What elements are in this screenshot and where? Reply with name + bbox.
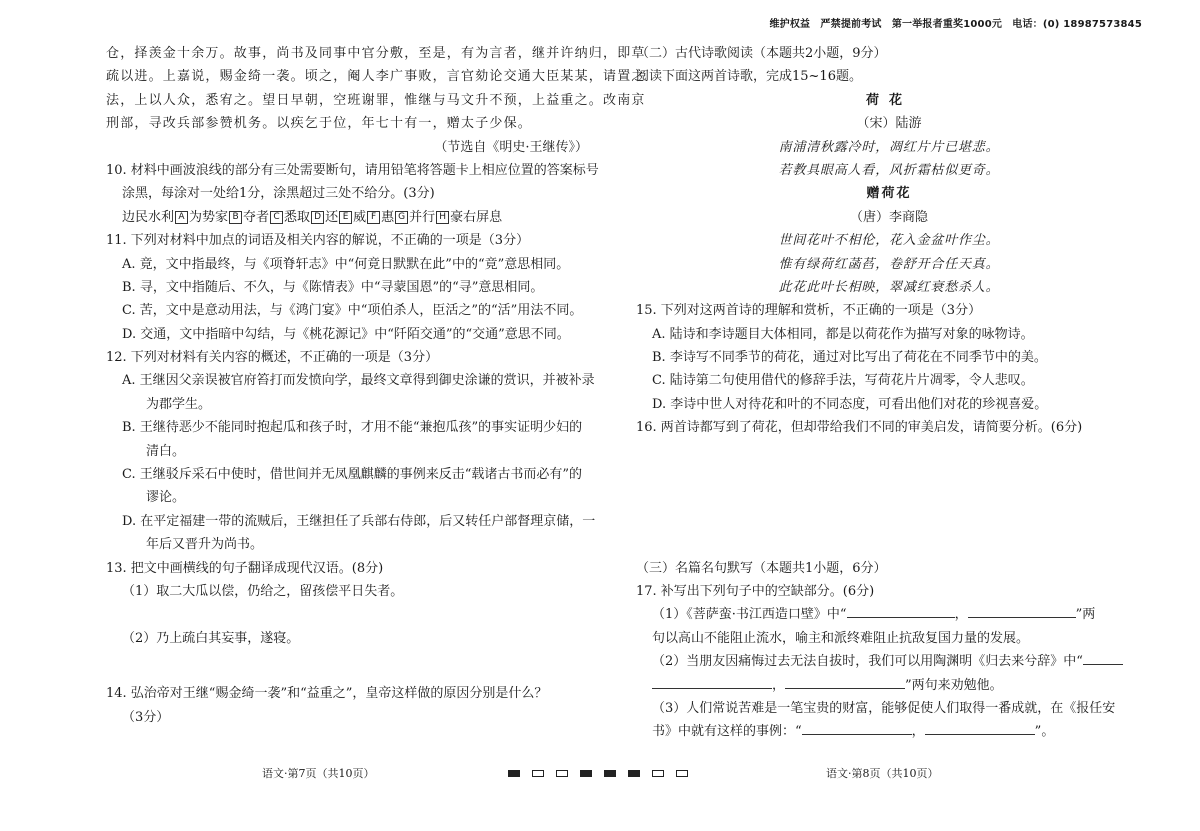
question-15-option-c: C. 陆诗第二句使用借代的修辞手法，写荷花片片凋零，令人悲叹。	[652, 373, 1034, 389]
question-13-stem: 13. 把文中画横线的句子翻译成现代汉语。(8分)	[106, 560, 384, 576]
option-box-b: B	[229, 211, 242, 224]
fill-blank	[925, 722, 1035, 735]
question-10-stem: 10. 材料中画波浪线的部分有三处需要断句，请用铅笔将答题卡上相应位置的答案标号	[106, 162, 599, 178]
poem-2-line: 惟有绿荷红菡萏，卷舒开合任天真。	[778, 256, 1000, 272]
poem-1-line: 若教具眼高人看，风折霜枯似更奇。	[778, 162, 1000, 178]
scan-mark	[580, 770, 592, 777]
question-12-option-b-cont: 清白。	[146, 443, 186, 459]
poem-1-author: （宋）陆游	[856, 116, 922, 132]
fill-blank	[652, 676, 772, 689]
right-page	[636, 42, 1142, 744]
fill-blank	[847, 605, 955, 618]
poem-1-line: 南浦清秋露冷时，凋红片片已堪悲。	[778, 139, 1000, 155]
question-12-option-a-cont: 为郡学生。	[146, 396, 212, 412]
question-12-option-c-cont: 谬论。	[146, 490, 186, 506]
option-box-a: A	[175, 211, 188, 224]
scan-mark	[508, 770, 520, 777]
passage-line: 仓，择羡金十余万。故事，尚书及同事中官分敷，至是，有为言者，继并许纳归，即草	[106, 46, 646, 61]
option-box-e: E	[339, 211, 352, 224]
poem-2-title: 赠荷花	[866, 186, 912, 202]
question-11-stem: 11. 下列对材料中加点的词语及相关内容的解说，不正确的一项是（3分）	[106, 233, 530, 249]
question-11-option-a: A. 竟，文中指最终，与《项脊轩志》中“何竟日默默在此”中的“竟”意思相同。	[122, 256, 570, 272]
scan-mark	[676, 770, 688, 777]
question-17-item-2: （2）当朋友因痛悔过去无法自拔时，我们可以用陶渊明《归去来兮辞》中“	[636, 650, 1142, 673]
section-3-heading: （三）名篇名句默写（本题共1小题，6分）	[636, 560, 887, 576]
fill-blank	[802, 722, 912, 735]
option-box-h: H	[436, 211, 449, 224]
question-12-option-d: D. 在平定福建一带的流贼后，王继担任了兵部右侍郎，后又转任户部督理京储，一	[122, 513, 596, 529]
question-12-option-a: A. 王继因父亲误被官府笞打而发愤向学，最终文章得到御史涂谦的赏识，并被补录	[122, 373, 595, 389]
question-15-option-a: A. 陆诗和李诗题目大体相同，都是以荷花作为描写对象的咏物诗。	[652, 326, 1034, 342]
question-12-option-d-cont: 年后又晋升为尚书。	[146, 537, 264, 553]
question-11-option-c: C. 苦，文中是意动用法，与《鸿门宴》中“项伯杀人，臣活之”的“活”用法不同。	[122, 303, 583, 319]
question-12-stem: 12. 下列对材料有关内容的概述，不正确的一项是（3分）	[106, 350, 439, 366]
question-15-option-d: D. 李诗中世人对待花和叶的不同态度，可看出他们对花的珍视喜爱。	[652, 396, 1048, 412]
poem-2-line: 此花此叶长相映，翠减红衰愁杀人。	[778, 279, 1000, 295]
scan-mark	[604, 770, 616, 777]
question-10-sentence	[106, 206, 588, 229]
passage-line: 法，上以人众，悉宥之。望日早朝，空班谢罪，惟继与马文升不预，上益重之。改南京	[106, 92, 646, 108]
segment: 豪右屏息	[450, 209, 503, 225]
question-17-stem: 17. 补写出下列句子中的空缺部分。(6分)	[636, 584, 875, 600]
scan-mark	[556, 770, 568, 777]
left-page	[106, 42, 646, 729]
question-11-option-b: B. 寻，文中指随后、不久，与《陈情表》中“寻蒙国恩”的“寻”意思相同。	[122, 279, 544, 295]
question-12-option-b: B. 王继待恶少不能同时抱起瓜和孩子时，才用不能“兼抱瓜孩”的事实证明少妇的	[122, 420, 583, 436]
question-13-part-2: （2）乃上疏白其妄事，遂寝。	[122, 630, 300, 646]
section-2-heading: （二）古代诗歌阅读（本题共2小题，9分）	[636, 46, 887, 61]
answer-space	[636, 440, 1142, 557]
passage-line: 刑部，寻改兵部参赞机务。以疾乞于位，年七十有一，赠太子少保。	[106, 116, 533, 132]
segment: 威	[353, 209, 367, 225]
poem-2-author: （唐）李商隐	[849, 209, 928, 225]
segment: 并行	[409, 209, 436, 225]
segment: 惠	[381, 209, 395, 225]
exam-header-notice: 维护权益 严禁提前考试 第一举报者重奖1000元 电话：(0) 18987573845	[769, 19, 1142, 30]
fill-blank	[1083, 652, 1123, 665]
question-16-stem: 16. 两首诗都写到了荷花，但却带给我们不同的审美启发，请简要分析。(6分)	[636, 420, 1083, 436]
section-2-intro: 阅读下面这两首诗歌，完成15~16题。	[636, 69, 862, 85]
passage-line: 疏以进。上嘉说，赐金绮一袭。顷之，阉人李广事败，言官劾论交通大臣某某，请置之	[106, 69, 646, 85]
segment: 夺者	[243, 209, 270, 225]
option-box-f: F	[367, 211, 380, 224]
question-15-option-b: B. 李诗写不同季节的荷花，通过对比写出了荷花在不同季节中的美。	[652, 350, 1047, 366]
question-10-stem-cont: 涂黑，每涂对一处给1分，涂黑超过三处不给分。(3分)	[122, 186, 435, 202]
segment: 边民水利	[122, 209, 175, 225]
footer-page-8: 语文·第8页（共10页）	[826, 767, 939, 780]
question-17-item-3: （3）人们常说苦难是一笔宝贵的财富，能够促使人们取得一番成就，在《报任安	[652, 700, 1116, 716]
question-13-part-1: （1）取二大瓜以偿，仍给之，留孩偿平日失者。	[122, 583, 404, 599]
question-17-item-1-cont: 句以高山不能阻止流水，喻主和派终难阻止抗敌复国力量的发展。	[652, 630, 1030, 646]
fill-blank	[785, 676, 905, 689]
question-11-option-d: D. 交通，文中指暗中勾结，与《桃花源记》中“阡陌交通”的“交通”意思不同。	[122, 326, 570, 342]
scan-mark	[628, 770, 640, 777]
option-box-d: D	[311, 211, 324, 224]
poem-1-title: 荷花	[865, 92, 912, 108]
question-17-item-1: （1）《菩萨蛮·书江西造口壁》中“ ， ”两	[652, 607, 1096, 623]
segment: 为势家	[189, 209, 229, 225]
scan-mark	[652, 770, 664, 777]
footer-page-7: 语文·第7页（共10页）	[262, 767, 375, 780]
option-box-g: G	[395, 211, 408, 224]
question-17-item-3-cont: 书》中就有这样的事例：“ ， ”。	[652, 724, 1055, 740]
passage-source: （节选自《明史·王继传》）	[434, 139, 588, 155]
scan-mark	[532, 770, 544, 777]
question-14-stem-cont: （3分）	[122, 709, 170, 725]
option-box-c: C	[270, 211, 283, 224]
segment: 悉取	[284, 209, 311, 225]
question-12-option-c: C. 王继驳斥采石中使时，借世间并无凤凰麒麟的事例来反击“载诸古书而必有”的	[122, 467, 583, 483]
question-17-item-2-cont: ， ”两句来劝勉他。	[636, 674, 1142, 697]
poem-2-line: 世间花叶不相伦，花入金盆叶作尘。	[778, 233, 1000, 249]
question-15-stem: 15. 下列对这两首诗的理解和赏析，不正确的一项是（3分）	[636, 303, 982, 319]
question-14-stem: 14. 弘治帝对王继“赐金绮一袭”和“益重之”，皇帝这样做的原因分别是什么？	[106, 686, 548, 702]
fill-blank	[968, 605, 1076, 618]
scan-marks	[508, 770, 688, 777]
segment: 还	[325, 209, 339, 225]
